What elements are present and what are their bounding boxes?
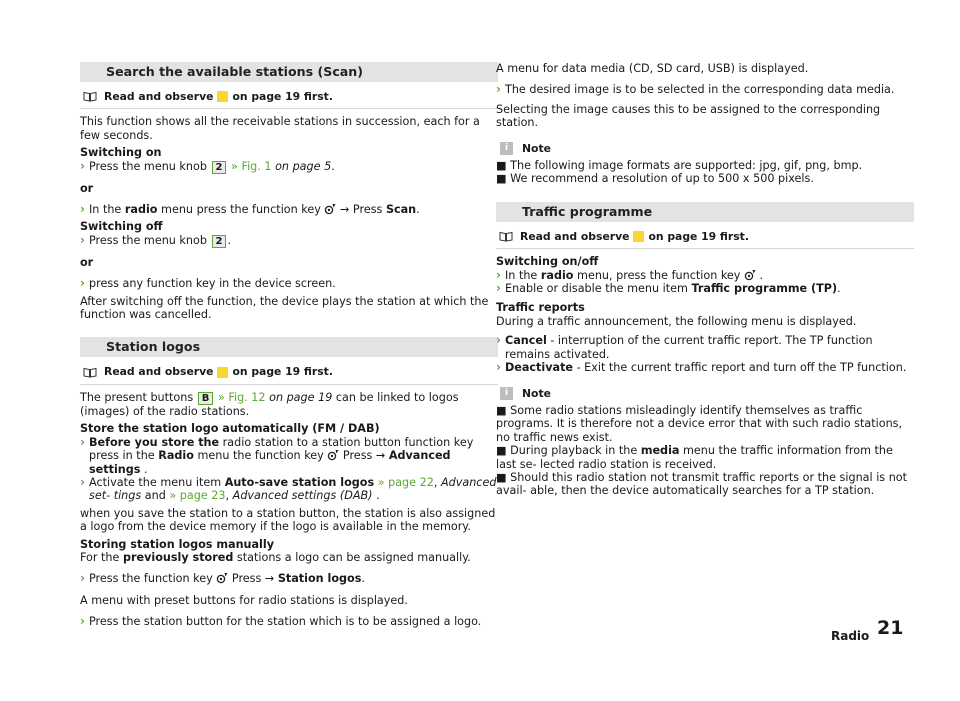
fig-link[interactable]: » Fig. 1 <box>231 159 272 173</box>
traffic-reports-heading: Traffic reports <box>496 301 585 315</box>
key-b: B <box>198 392 214 405</box>
book-icon <box>499 231 513 242</box>
read-observe-scan <box>80 90 498 103</box>
note-item: ■ Some radio stations misleadingly identify themselves as traffic programs. It is therefore not a device error that with such radio stations, no traffic news exist. <box>496 403 903 444</box>
read-page: on page 19 first. <box>232 90 333 103</box>
key-2: 2 <box>212 235 227 248</box>
book-icon <box>83 91 97 102</box>
left-column <box>80 62 498 629</box>
scan-on-step-1: › Press the menu knob 2 » Fig. 1 on page 5. <box>80 158 335 173</box>
chevron-right-icon: › <box>496 360 501 375</box>
chevron-right-icon: › <box>496 267 501 282</box>
knob-icon <box>744 269 756 281</box>
scan-intro: This function shows all the receivable stations in succession, each for a few seconds. <box>80 115 480 142</box>
note-heading-tp: i Note <box>496 387 914 400</box>
chevron-right-icon: › <box>80 614 85 629</box>
scan-off-step-1: › Press the menu knob 2 . <box>80 232 232 247</box>
warning-icon <box>217 367 228 378</box>
book-icon <box>83 367 97 378</box>
read-label: Read and observe <box>104 90 214 103</box>
knob-icon <box>216 572 228 584</box>
menu-preset-text: A menu with preset buttons for radio stations is displayed. <box>80 593 408 607</box>
manual-step-1: › Press the function key Press → Station logos. <box>80 571 365 586</box>
tp-deactivate-item: › Deactivate - Exit the current traffic report and turn off the TP function. <box>496 360 907 375</box>
tp-step-2: › Enable or disable the menu item Traffic programme (TP). <box>496 281 841 296</box>
onoff-heading: Switching on/off <box>496 255 599 269</box>
chevron-right-icon: › <box>80 474 85 489</box>
switching-off-heading: Switching off <box>80 220 163 234</box>
chevron-right-icon: › <box>80 571 85 586</box>
chevron-right-icon: › <box>496 333 501 348</box>
chevron-right-icon: › <box>80 202 85 217</box>
section-title-scan: Search the available stations (Scan) <box>80 62 498 82</box>
note-item: ■ Should this radio station not transmit traffic reports or the signal is not avail- able, then the device automatically searches for a TP station. <box>496 470 908 498</box>
manual-intro: For the previously stored stations a logo can be assigned manually. <box>80 550 471 564</box>
manual-step-2: › Press the station button for the station which is to be assigned a logo. <box>80 614 482 629</box>
chevron-right-icon: › <box>80 232 85 247</box>
auto-store-heading: Store the station logo automatically (FM / DAB) <box>80 422 380 436</box>
manual-step-3: › The desired image is to be selected in the corresponding data media. <box>496 82 895 97</box>
note-heading-logos: i Note <box>496 142 914 155</box>
traffic-reports-text: During a traffic announcement, the following menu is displayed. <box>496 314 857 328</box>
logos-intro: The present buttons B » Fig. 12 on page 19 can be linked to logos (images) of the radio stations. <box>80 390 459 418</box>
page-number: 21 <box>877 617 904 639</box>
right-column <box>496 62 914 498</box>
selecting-text: Selecting the image causes this to be assigned to the corresponding station. <box>496 102 881 130</box>
chevron-right-icon: › <box>496 82 501 97</box>
section-title-logos: Station logos <box>80 337 498 357</box>
chevron-right-icon: › <box>80 434 85 449</box>
or-label: or <box>80 181 94 195</box>
info-icon: i <box>500 142 513 155</box>
tp-cancel-item: › Cancel - interruption of the current traffic report. The TP function remains activated. <box>496 333 873 361</box>
note-item: ■ We recommend a resolution of up to 500 x 500 pixels. <box>496 172 814 186</box>
read-observe-tp: Read and observe on page 19 first. <box>496 230 914 243</box>
or-label: or <box>80 255 94 269</box>
section-title-tp: Traffic programme <box>496 202 914 222</box>
warning-icon <box>217 91 228 102</box>
info-icon: i <box>500 387 513 400</box>
chevron-right-icon: › <box>80 158 85 173</box>
fig-link[interactable]: » Fig. 12 <box>217 390 266 404</box>
key-2: 2 <box>212 161 227 174</box>
scan-after: After switching off the function, the device plays the station at which the function was cancelled. <box>80 294 489 322</box>
read-observe-logos: Read and observe on page 19 first. <box>80 365 498 378</box>
note-item: ■ During playback in the media menu the traffic information from the last se- lected radio station is received. <box>496 444 893 471</box>
auto-step-1: › Before you store the radio station to a station button function key press in the Radio menu the function key Press → Advanced settings . <box>80 434 474 476</box>
page-link[interactable]: » page 23 <box>169 489 226 503</box>
chevron-right-icon: › <box>496 281 501 296</box>
footer-section: Radio <box>831 629 870 643</box>
page-link[interactable]: » page 22 <box>377 475 434 489</box>
note-item: ■ The following image formats are supported: jpg, gif, png, bmp. <box>496 159 863 173</box>
manual-store-heading: Storing station logos manually <box>80 537 275 551</box>
logos-when: when you save the station to a station button, the station is also assigned a logo from the device memory if the logo is available in the memory. <box>80 506 496 534</box>
menu-media-text: A menu for data media (CD, SD card, USB) is displayed. <box>496 62 809 75</box>
chevron-right-icon: › <box>80 276 85 291</box>
knob-icon <box>324 203 336 215</box>
warning-icon <box>633 231 644 242</box>
tp-step-1: › In the radio menu, press the function key . <box>496 267 764 282</box>
scan-off-step-2: › press any function key in the device screen. <box>80 276 336 291</box>
auto-step-2: › Activate the menu item Auto-save station logos » page 22, Advanced set- tings and » page 23, Advanced settings (DAB) . <box>80 474 497 503</box>
knob-icon <box>327 449 339 461</box>
scan-on-step-2: › In the radio menu press the function key → Press Scan. <box>80 202 420 217</box>
switching-on-heading: Switching on <box>80 146 162 160</box>
